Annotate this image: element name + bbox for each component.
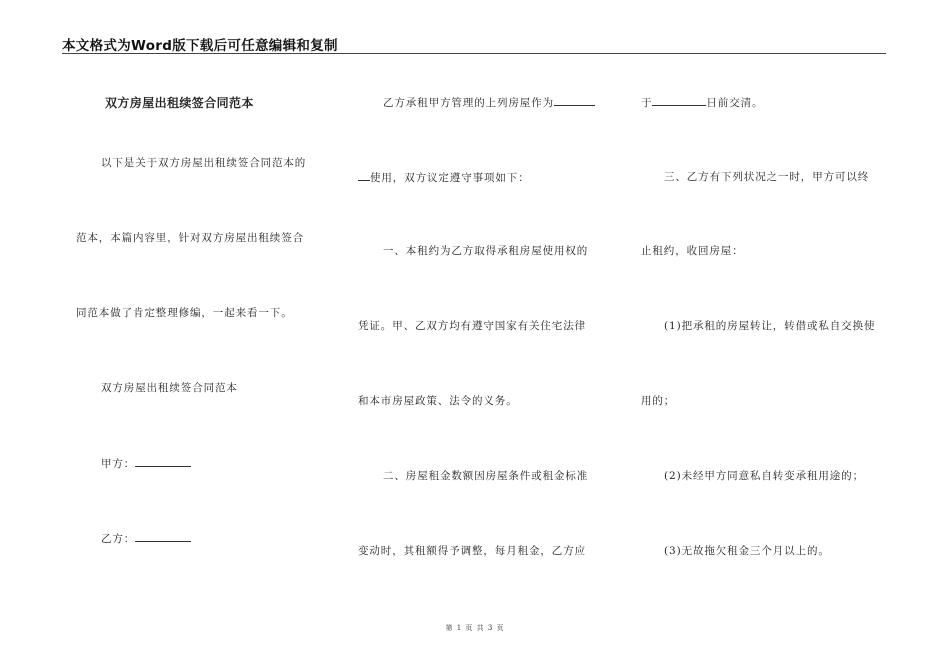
party-a-blank bbox=[135, 455, 191, 467]
purpose-blank bbox=[554, 94, 595, 106]
col2-line-1 bbox=[383, 94, 595, 110]
clause-2-line-1: 二、房屋租金数额因房屋条件或租金标准 bbox=[383, 470, 589, 482]
due-date-blank bbox=[652, 94, 706, 106]
clause-2-line-2: 变动时，其租额得予调整，每月租金，乙方应 bbox=[358, 545, 586, 557]
party-b-label: 乙方： bbox=[101, 533, 136, 545]
item-2-line: (2)未经甲方同意私自转变承租用途的； bbox=[664, 470, 864, 482]
col2-text-2: 使用，双方议定遵守事项如下： bbox=[370, 172, 530, 184]
clause-1-line-3: 和本市房屋政策、法令的义务。 bbox=[358, 395, 518, 407]
party-b-blank bbox=[135, 530, 191, 542]
party-b-line bbox=[101, 530, 191, 546]
party-a-line bbox=[101, 455, 191, 471]
item-1-line-1: (1)把承租的房屋转让，转借或私自交换使 bbox=[664, 320, 876, 332]
contract-subtitle: 双方房屋出租续签合同范本 bbox=[101, 382, 238, 394]
purpose-blank-cont bbox=[358, 169, 370, 181]
clause-3-line-1: 三、乙方有下列状况之一时，甲方可以终 bbox=[664, 171, 870, 183]
header-divider bbox=[62, 53, 886, 54]
party-a-label: 甲方： bbox=[101, 458, 136, 470]
col3-line-1 bbox=[641, 94, 763, 110]
page-number: 第 1 页 共 3 页 bbox=[445, 624, 505, 632]
col3-text-1b: 日前交清。 bbox=[706, 97, 764, 109]
item-3-line: (3)无故拖欠租金三个月以上的。 bbox=[664, 545, 830, 557]
intro-line-3: 同范本做了肯定整理修编，一起来看一下。 bbox=[76, 307, 293, 319]
clause-3-line-2: 止租约，收回房屋： bbox=[641, 245, 744, 257]
col2-line-2 bbox=[358, 169, 530, 185]
clause-1-line-2: 凭证。甲、乙双方均有遵守国家有关住宅法律 bbox=[358, 320, 586, 332]
clause-1-line-1: 一、本租约为乙方取得承租房屋使用权的 bbox=[383, 245, 589, 257]
intro-line-1: 以下是关于双方房屋出租续签合同范本的 bbox=[101, 157, 307, 169]
item-1-line-2: 用的； bbox=[641, 395, 676, 407]
col2-text-1: 乙方承租甲方管理的上列房屋作为 bbox=[383, 97, 554, 109]
document-header: 本文格式为Word版下载后可任意编辑和复制 bbox=[62, 38, 338, 54]
document-title: 双方房屋出租续签合同范本 bbox=[105, 96, 254, 110]
intro-line-2: 范本，本篇内容里，针对双方房屋出租续签合 bbox=[76, 232, 304, 244]
col3-text-1a: 于 bbox=[641, 97, 653, 109]
